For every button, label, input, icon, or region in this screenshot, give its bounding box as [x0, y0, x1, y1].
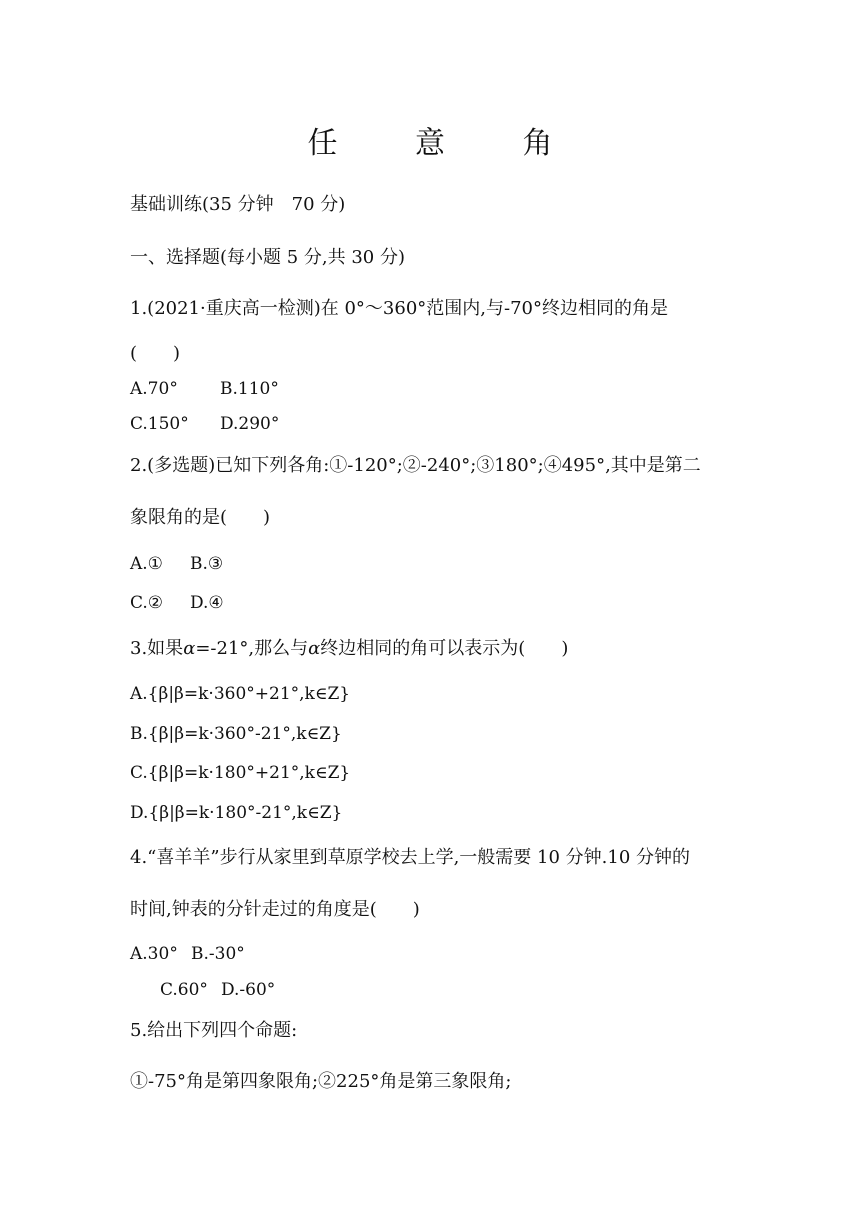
question-2-option-c: C.② [130, 593, 164, 613]
question-3-stem [130, 640, 568, 658]
question-3-option-b: B.{β|β=k·360°-21°,k∈Z} [130, 724, 342, 744]
question-4-stem-cont: 时间,钟表的分针走过的角度是( ) [130, 899, 420, 920]
question-2-option-d: D.④ [190, 593, 224, 613]
alpha-symbol: α [183, 638, 196, 659]
question-2-stem-cont: 象限角的是( ) [130, 507, 271, 528]
question-5-stem: 5.给出下列四个命题: [130, 1020, 298, 1041]
question-2-option-b: B.③ [190, 554, 224, 574]
question-3-option-d: D.{β|β=k·180°-21°,k∈Z} [130, 803, 343, 823]
section-header: 基础训练(35 分钟 70 分) [130, 194, 346, 215]
question-1-blank: ( ) [130, 343, 181, 364]
question-1-option-d: D.290° [220, 414, 280, 434]
question-2-option-a: A.① [130, 554, 163, 574]
question-4-stem: 4.“喜羊羊”步行从家里到草原学校去上学,一般需要 10 分钟.10 分钟的 [130, 847, 690, 868]
question-1-option-c: C.150° [130, 414, 189, 434]
question-2-stem: 2.(多选题)已知下列各角:①-120°;②-240°;③180°;④495°,其中是第二 [130, 455, 701, 476]
question-3-stem-suffix: 终边相同的角可以表示为( ) [320, 638, 569, 659]
question-1-stem: 1.(2021·重庆高一检测)在 0°～360°范围内,与-70°终边相同的角是 [130, 298, 668, 319]
page-title: 任 意 角 [307, 126, 587, 161]
part-header: 一、选择题(每小题 5 分,共 30 分) [130, 247, 406, 268]
question-4-option-c: C.60° [160, 980, 208, 1000]
question-3-option-c: C.{β|β=k·180°+21°,k∈Z} [130, 763, 351, 783]
question-4-option-b: B.-30° [191, 944, 245, 964]
question-4-option-d: D.-60° [221, 980, 276, 1000]
question-1-option-b: B.110° [220, 379, 279, 399]
question-3-option-a: A.{β|β=k·360°+21°,k∈Z} [130, 684, 351, 704]
question-4-option-a: A.30° [130, 944, 178, 964]
question-5-propositions: ①-75°角是第四象限角;②225°角是第三象限角; [130, 1071, 512, 1092]
question-3-stem-prefix: 3.如果 [130, 638, 184, 659]
alpha-symbol: α [308, 638, 321, 659]
question-1-option-a: A.70° [130, 379, 178, 399]
question-3-stem-mid: =-21°,那么与 [195, 638, 309, 659]
